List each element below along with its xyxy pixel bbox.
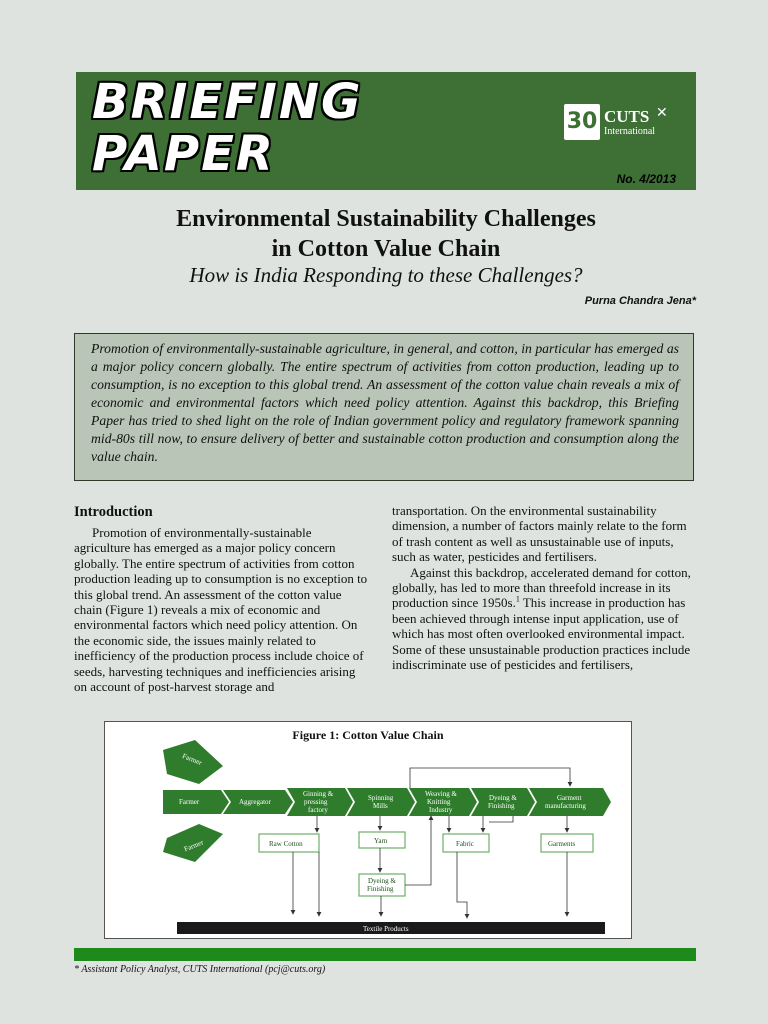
chain-spinning-label-2: Mills: [373, 802, 388, 810]
figure-cotton-value-chain: [104, 721, 632, 939]
chain-dyeing-label-2: Finishing: [488, 802, 515, 810]
chain-dyeing-label-1: Dyeing &: [489, 794, 517, 802]
author: Purna Chandra Jena*: [584, 295, 696, 307]
value-chain-diagram: [105, 722, 633, 940]
loop-arrow-top: [410, 768, 570, 788]
intro-paragraph-3: [392, 565, 692, 673]
paper-title: [76, 204, 696, 264]
box-dyeing-label-2: Finishing: [367, 885, 394, 893]
chain-ginning-label-3: factory: [308, 806, 328, 814]
issue-number: No. 4/2013: [616, 172, 676, 186]
figure-caption: Figure 1: Cotton Value Chain: [292, 728, 444, 742]
chain-weaving-label-1: Weaving &: [425, 790, 457, 798]
section-heading: Introduction: [74, 504, 153, 520]
textile-products-label: Textile Products: [363, 925, 409, 933]
right-column: [392, 503, 692, 672]
paragraph-3-part-b: This increase in production has been achieved through intense input application, use of which has most often overlooked environmental impact. Some of these unsustainable production practices include indiscriminate use of pesticides and fertilisers,: [392, 595, 691, 673]
chain-farmer-label: Farmer: [179, 798, 200, 806]
footer-rule: [74, 948, 696, 961]
arrow-fabric-down: [457, 852, 467, 918]
abstract-box: Promotion of environmentally-sustainable agriculture, in general, and cotton, in particular has emerged as a major policy concern globally. The entire spectrum of activities from cotton production, leading up to consumption, is no exception to this global trend. An assessment of the cotton value chain reveals a mix of economic and environmental factors which need policy attention. Against this backdrop, this Briefing Paper has tried to shed light on the role of Indian government policy and regulatory framework spanning mid-80s till now, to ensure delivery of better and sustainable cotton production and consumption along the value chain.: [74, 333, 694, 481]
chain-weaving-label-2: Knitting: [427, 798, 451, 806]
logo-name: CUTS: [604, 107, 650, 126]
cross-icon: ✕: [656, 105, 668, 121]
arrow-dyeing-to-weaving: [405, 816, 431, 885]
logo-anniversary-mark: 30: [564, 104, 600, 140]
title-line1: Environmental Sustainability Challenges: [176, 206, 596, 232]
intro-paragraph-2: transportation. On the environmental sustainability dimension, a number of factors mainly relate to the form of trash content as well as unsustainable use of inputs, such as water, pesticides and fertilisers.: [392, 503, 687, 565]
banner-title-line1: BRIEFING: [92, 74, 363, 130]
chain-spinning-label-1: Spinning: [368, 794, 394, 802]
banner-title-line2: PAPER: [92, 126, 275, 182]
chain-aggregator-label: Aggregator: [239, 798, 271, 806]
chain-garment-label-1: Garment: [557, 794, 582, 802]
box-raw-cotton-label: Raw Cotton: [269, 840, 303, 848]
footnote: * Assistant Policy Analyst, CUTS International (pcj@cuts.org): [74, 964, 326, 975]
logo-subtitle: International: [604, 126, 656, 137]
cuts-logo: [564, 104, 676, 142]
title-line2: in Cotton Value Chain: [271, 236, 501, 262]
farmer-top-label: Farmer: [181, 751, 203, 767]
left-column: [74, 503, 370, 694]
farmer-bottom-label: Farmer: [182, 838, 205, 854]
briefing-paper-title: [92, 76, 362, 180]
box-yarn-label: Yarn: [374, 837, 388, 845]
arrow-fabric-to-garment: [489, 816, 513, 822]
footnote-ref[interactable]: 1: [515, 595, 520, 605]
box-fabric-label: Fabric: [456, 840, 474, 848]
chain-ginning-label-2: pressing: [304, 798, 328, 806]
box-dyeing-label-1: Dyeing &: [368, 877, 396, 885]
chain-ginning-label-1: Ginning &: [303, 790, 334, 798]
chain-weaving-label-3: Industry: [429, 806, 453, 814]
header-banner: [76, 72, 696, 190]
chain-garment-label-2: manufacturing: [545, 802, 586, 810]
paper-subtitle: How is India Responding to these Challenges?: [189, 263, 583, 287]
intro-paragraph-1: Promotion of environmentally-sustainable agriculture has emerged as a major policy concern globally. The entire spectrum of activities from cotton production leading up to consumption is no exception to this global trend. An assessment of the cotton value chain (Figure 1) reveals a mix of economic and environmental factors which need policy attention. On the economic side, the issues mainly related to inefficiency of the production process include choice of seeds, harvesting techniques and inefficiencies arising on account of post-harvest storage and: [74, 525, 368, 695]
box-garments-label: Garments: [548, 840, 576, 848]
paragraph-3-part-a: Against this backdrop, accelerated demand for cotton, globally, has led to more than threefold increase in its production since 1950s.: [392, 564, 691, 611]
